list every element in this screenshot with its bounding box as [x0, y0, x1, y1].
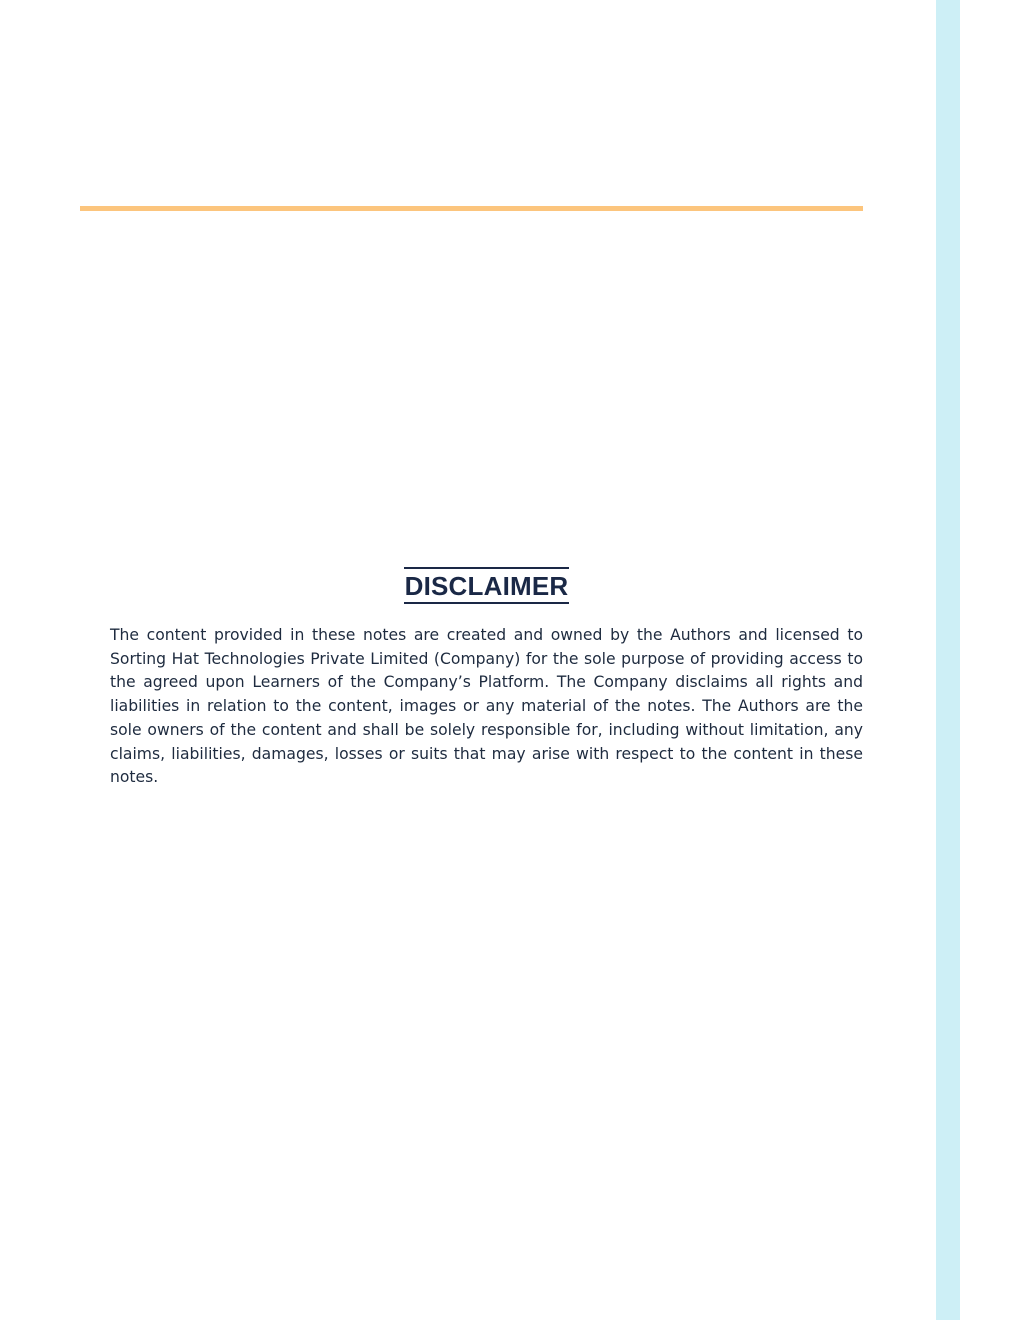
disclaimer-heading-wrap	[110, 567, 863, 604]
disclaimer-title: DISCLAIMER	[404, 567, 570, 604]
top-accent-rule	[80, 206, 863, 211]
side-accent-strip	[936, 0, 960, 1320]
disclaimer-body: The content provided in these notes are created and owned by the Authors and licensed to Sorting Hat Technologies Private Limited (Company) for the sole purpose of providing access to the agreed upon Learners of the Company’s Platform. The Company disclaims all rights and liabilities in relation to the content, images or any material of the notes. The Authors are the sole owners of the content and shall be solely responsible for, including without limitation, any claims, liabilities, damages, losses or suits that may arise with respect to the content in these notes.	[110, 626, 863, 787]
